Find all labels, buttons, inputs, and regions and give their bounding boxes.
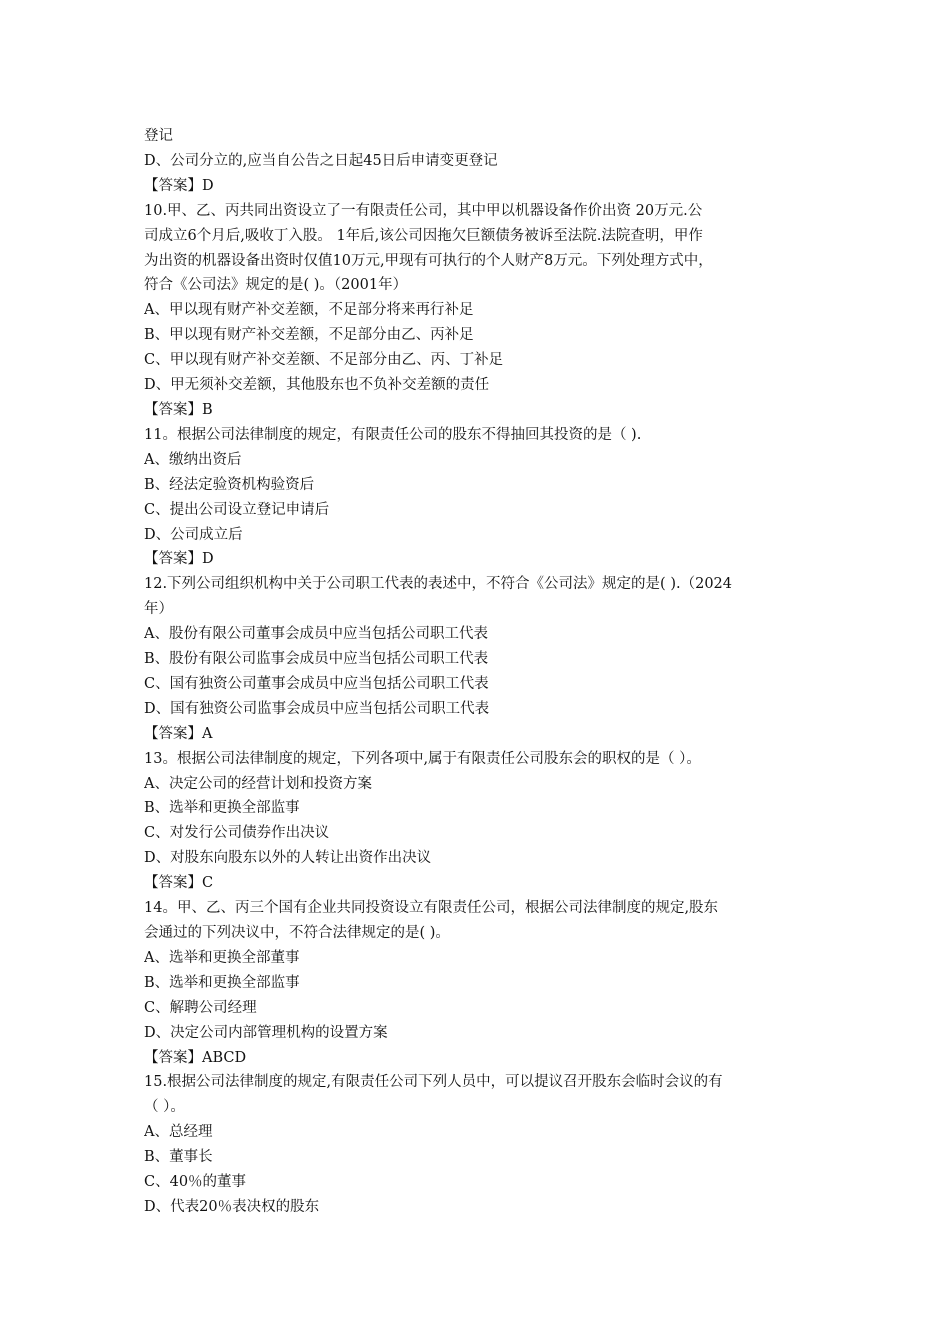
question-line: 13。根据公司法律制度的规定，下列各项中,属于有限责任公司股东会的职权的是（ ）。 <box>144 750 701 767</box>
question-line: 15.根据公司法律制度的规定,有限责任公司下列人员中，可以提议召开股东会临时会议的有 <box>144 1074 723 1091</box>
option-line: D、国有独资公司监事会成员中应当包括公司职工代表 <box>144 700 490 717</box>
answer-line: 【答案】A <box>144 725 213 742</box>
question-line: 年） <box>144 601 173 618</box>
question-line: 司成立6个月后,吸收丁入股。 1年后,该公司因拖欠巨额债务被诉至法院.法院查明，甲作 <box>144 227 703 244</box>
document-page <box>144 124 808 1220</box>
question-line: 符合《公司法》规定的是( )。（2001年） <box>144 277 408 294</box>
option-line: D、公司成立后 <box>144 526 243 543</box>
answer-line: 【答案】C <box>144 875 214 892</box>
question-line: （ ）。 <box>144 1099 185 1116</box>
option-line: D、公司分立的,应当自公告之日起45日后申请变更登记 <box>144 152 498 169</box>
question-line: 12.下列公司组织机构中关于公司职工代表的表述中，不符合《公司法》规定的是( ).（2024 <box>144 576 732 593</box>
question-line: 会通过的下列决议中，不符合法律规定的是( )。 <box>144 925 450 941</box>
answer-line: 【答案】ABCD <box>144 1049 247 1066</box>
answer-line: 【答案】D <box>144 177 214 194</box>
option-line: C、甲以现有财产补交差额、不足部分由乙、丙、丁补足 <box>144 352 504 369</box>
option-line: A、总经理 <box>144 1124 213 1141</box>
option-line: B、经法定验资机构验资后 <box>144 476 315 493</box>
question-line: 14。甲、乙、丙三个国有企业共同投资设立有限责任公司，根据公司法律制度的规定,股东 <box>144 900 719 917</box>
answer-line: 【答案】B <box>144 401 213 418</box>
option-line: D、甲无须补交差额，其他股东也不负补交差额的责任 <box>144 377 490 394</box>
option-line: C、对发行公司债券作出决议 <box>144 825 330 842</box>
option-line: C、40％的董事 <box>144 1174 247 1191</box>
option-line: B、甲以现有财产补交差额，不足部分由乙、丙补足 <box>144 327 474 344</box>
option-line: A、缴纳出资后 <box>144 451 242 468</box>
option-line: A、股份有限公司董事会成员中应当包括公司职工代表 <box>144 626 488 643</box>
option-line: A、决定公司的经营计划和投资方案 <box>144 775 372 792</box>
text-line: 登记 <box>144 128 173 144</box>
answer-line: 【答案】D <box>144 551 214 568</box>
question-line: 11。根据公司法律制度的规定，有限责任公司的股东不得抽回其投资的是（ ). <box>144 426 642 443</box>
option-line: B、选举和更换全部监事 <box>144 974 300 991</box>
option-line: C、国有独资公司董事会成员中应当包括公司职工代表 <box>144 675 489 692</box>
option-line: B、股份有限公司监事会成员中应当包括公司职工代表 <box>144 651 489 668</box>
option-line: C、提出公司设立登记申请后 <box>144 501 330 518</box>
option-line: C、解聘公司经理 <box>144 999 257 1016</box>
option-line: D、代表20％表决权的股东 <box>144 1198 320 1215</box>
option-line: D、决定公司内部管理机构的设置方案 <box>144 1024 388 1041</box>
question-line: 10.甲、乙、丙共同出资设立了一有限责任公司，其中甲以机器设备作价出资 20万元.公 <box>144 202 703 219</box>
option-line: B、选举和更换全部监事 <box>144 800 300 817</box>
option-line: A、选举和更换全部董事 <box>144 949 300 966</box>
option-line: B、董事长 <box>144 1149 213 1166</box>
question-line: 为出资的机器设备出资时仅值10万元,甲现有可执行的个人财产8万元。下列处理方式中， <box>144 252 713 269</box>
option-line: A、甲以现有财产补交差额，不足部分将来再行补足 <box>144 302 474 319</box>
option-line: D、对股东向股东以外的人转让出资作出决议 <box>144 850 432 867</box>
